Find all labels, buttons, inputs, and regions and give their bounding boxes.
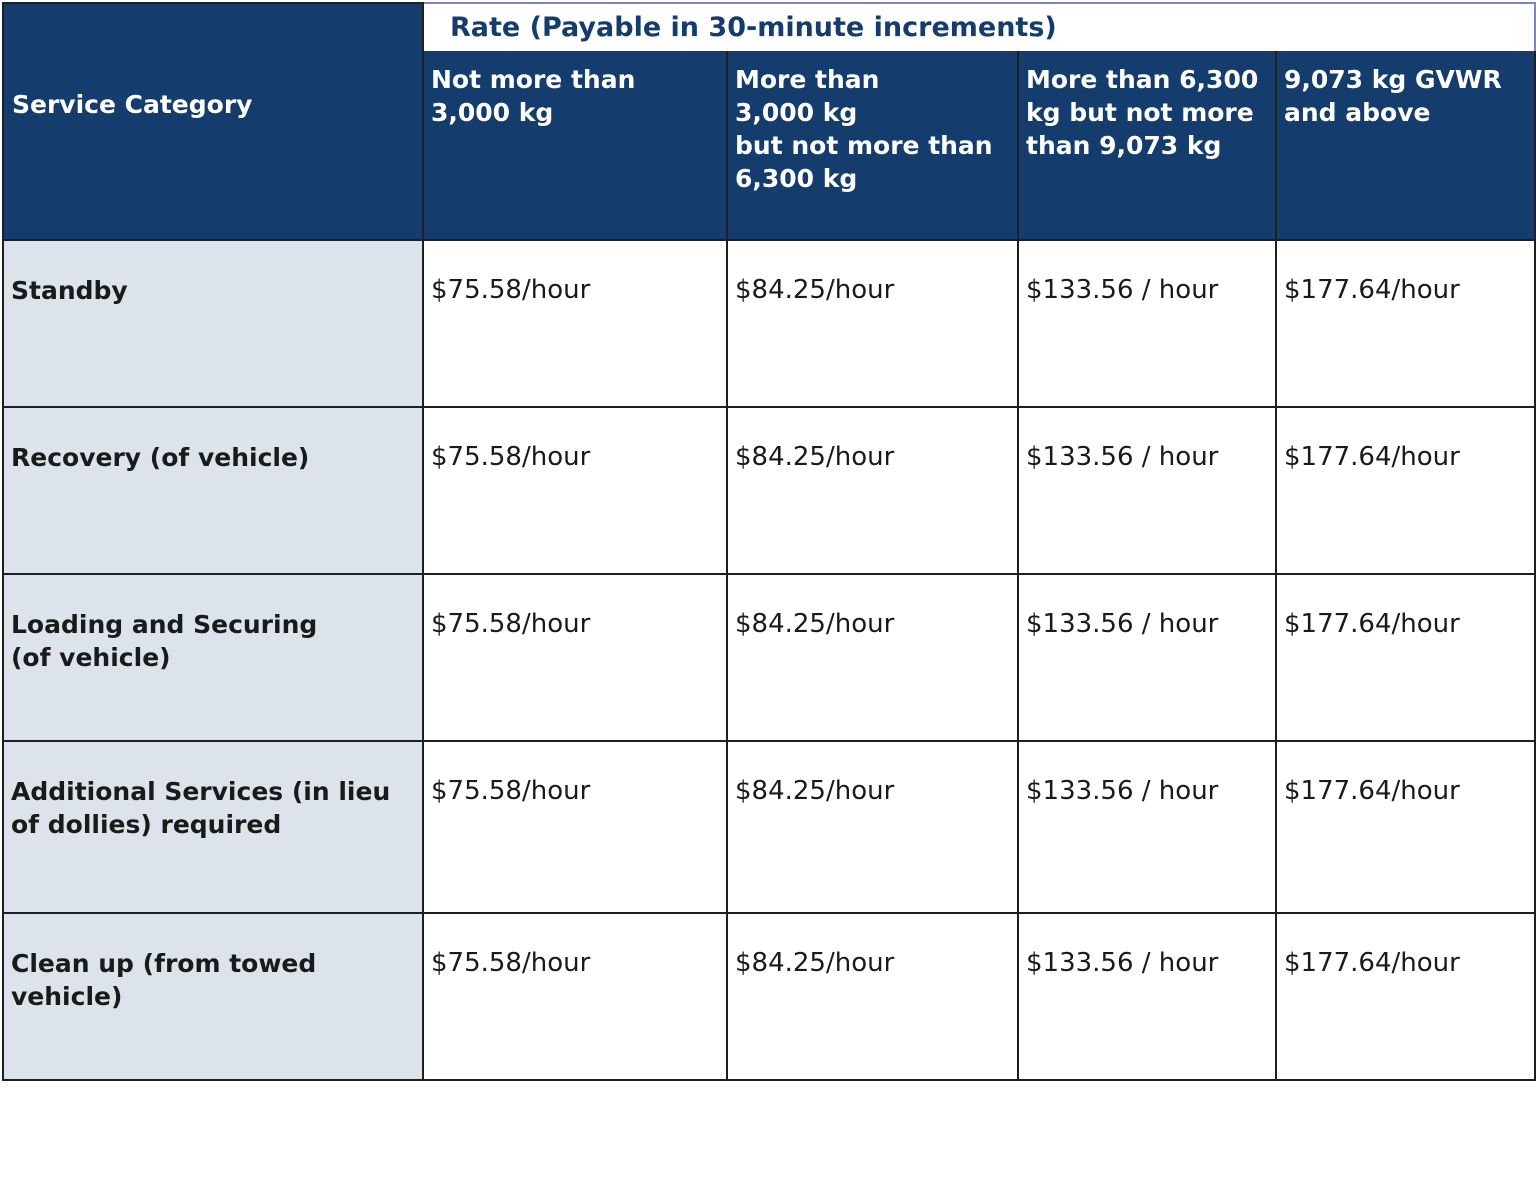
category-line: Additional Services (in lieu — [11, 777, 391, 806]
rate-cell: $177.64/hour — [1276, 741, 1535, 913]
header-line: 3,000 kg — [735, 98, 858, 127]
rate-cell: $75.58/hour — [423, 913, 727, 1080]
row-category — [3, 741, 423, 913]
rate-cell: $75.58/hour — [423, 574, 727, 741]
table-row — [3, 574, 1535, 741]
table-row — [3, 741, 1535, 913]
header-line: More than — [735, 65, 880, 94]
header-line: and above — [1284, 98, 1431, 127]
category-line: vehicle) — [11, 982, 123, 1011]
header-weight-class — [727, 51, 1018, 240]
header-service-category-label: Service Category — [12, 89, 253, 119]
rate-cell: $177.64/hour — [1276, 407, 1535, 574]
rate-cell: $133.56 / hour — [1018, 741, 1276, 913]
header-line: More than 6,300 — [1026, 65, 1259, 94]
rate-cell: $84.25/hour — [727, 913, 1018, 1080]
header-weight-class — [423, 51, 727, 240]
header-line: 9,073 kg GVWR — [1284, 65, 1502, 94]
rate-cell: $133.56 / hour — [1018, 407, 1276, 574]
rate-cell: $177.64/hour — [1276, 913, 1535, 1080]
rate-cell: $133.56 / hour — [1018, 240, 1276, 407]
rate-cell: $177.64/hour — [1276, 240, 1535, 407]
rate-cell: $75.58/hour — [423, 240, 727, 407]
rate-cell: $133.56 / hour — [1018, 574, 1276, 741]
rate-cell: $75.58/hour — [423, 741, 727, 913]
header-line: than 9,073 kg — [1026, 131, 1222, 160]
row-category — [3, 913, 423, 1080]
table-row — [3, 913, 1535, 1080]
category-line: (of vehicle) — [11, 643, 171, 672]
rate-cell: $133.56 / hour — [1018, 913, 1276, 1080]
header-line: but not more than — [735, 131, 993, 160]
rate-cell: $84.25/hour — [727, 407, 1018, 574]
rate-cell: $84.25/hour — [727, 741, 1018, 913]
rate-cell: $177.64/hour — [1276, 574, 1535, 741]
row-category — [3, 574, 423, 741]
rate-cell: $84.25/hour — [727, 240, 1018, 407]
header-service-category — [3, 3, 423, 240]
table-row — [3, 240, 1535, 407]
category-line: Clean up (from towed — [11, 949, 317, 978]
row-category — [3, 240, 423, 407]
header-weight-class — [1276, 51, 1535, 240]
category-line: Loading and Securing — [11, 610, 318, 639]
category-line: Standby — [11, 276, 128, 305]
header-rate-group: Rate (Payable in 30-minute increments) — [423, 3, 1535, 51]
header-line: 3,000 kg — [431, 98, 554, 127]
table-row — [3, 407, 1535, 574]
header-line: 6,300 kg — [735, 164, 858, 193]
row-category — [3, 407, 423, 574]
header-line: kg but not more — [1026, 98, 1254, 127]
header-weight-class — [1018, 51, 1276, 240]
rate-cell: $75.58/hour — [423, 407, 727, 574]
category-line: of dollies) required — [11, 810, 282, 839]
rate-cell: $84.25/hour — [727, 574, 1018, 741]
category-line: Recovery (of vehicle) — [11, 443, 310, 472]
header-line: Not more than — [431, 65, 636, 94]
rate-table — [2, 2, 1536, 1081]
